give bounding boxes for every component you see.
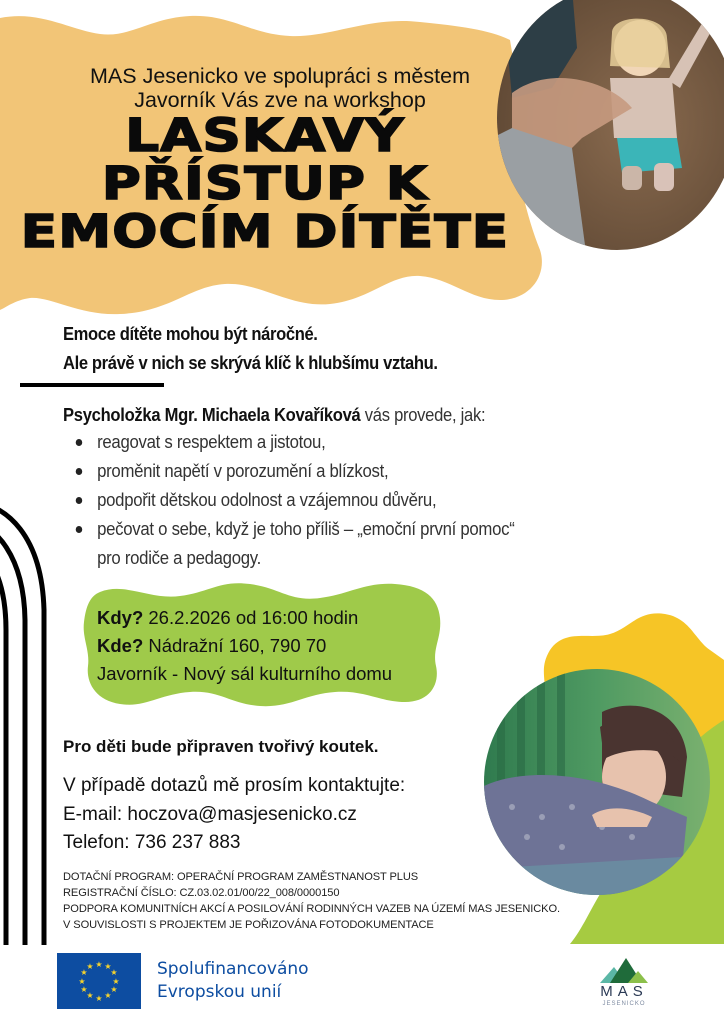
bullet-icon (76, 439, 83, 446)
list-item: podpořit dětskou odolnost a vzájemnou důvěru, (72, 486, 515, 515)
svg-text:★: ★ (104, 962, 112, 971)
bullet-icon (76, 497, 83, 504)
svg-text:★: ★ (112, 977, 120, 986)
contact-email-row: E-mail: hoczova@masjesenicko.cz (63, 803, 357, 825)
title-line-1: LASKAVÝ (125, 109, 405, 162)
list-item: proměnit napětí v porozumění a blízkost, (72, 457, 515, 486)
mas-logo: MAS JESENICKO (594, 955, 654, 1017)
lead-line-1: Emoce dítěte mohou být náročné. (63, 324, 318, 344)
svg-text:★: ★ (110, 985, 118, 994)
fine-print-line: V SOUVISLOSTI S PROJEKTEM JE POŘIZOVÁNA FOTODOKUMENTACE (63, 919, 434, 931)
event-when: Kdy? 26.2.2026 od 16:00 hodin (97, 607, 359, 628)
contact-phone-row: Telefon: 736 237 883 (63, 832, 241, 853)
lead-text (63, 320, 438, 378)
list-item-continuation: pro rodiče a pedagogy. (97, 548, 261, 568)
phone-link[interactable]: 736 237 883 (134, 832, 241, 853)
lead-line-2: Ale právě v nich se skrývá klíč k hlubšímu vztahu. (63, 353, 438, 373)
event-where-line2: Javorník - Nový sál kulturního domu (97, 663, 393, 684)
lecturer-name: Psycholožka Mgr. Michaela Kovaříková (63, 405, 361, 425)
list-item: pečovat o sebe, když je toho příliš – „emoční první pomoc“ (72, 515, 515, 544)
list-item: reagovat s respektem a jistotou, (72, 428, 515, 457)
svg-text:★: ★ (110, 968, 118, 977)
child-photo (482, 667, 712, 897)
mountains-icon (594, 955, 654, 985)
intro-line-1: MAS Jesenicko ve spolupráci s městem (90, 64, 470, 88)
event-where: Kde? Nádražní 160, 790 70 (97, 635, 327, 656)
kids-note: Pro děti bude připraven tvořivý koutek. (63, 737, 379, 756)
page-title (0, 109, 578, 258)
svg-text:★: ★ (95, 994, 103, 1003)
svg-text:★: ★ (80, 968, 88, 977)
program-list (72, 428, 515, 573)
svg-text:★: ★ (95, 960, 103, 969)
title-line-2: PŘÍSTUP K (101, 157, 429, 210)
fine-print-line: PODPORA KOMUNITNÍCH AKCÍ A POSILOVÁNÍ RODINNÝCH VAZEB NA ÚZEMÍ MAS JESENICKO. (63, 903, 560, 915)
contact-intro: V případě dotazů mě prosím kontaktujte: (63, 775, 406, 796)
svg-text:★: ★ (78, 977, 86, 986)
event-details (97, 604, 392, 688)
bullet-icon (76, 526, 83, 533)
fine-print-line: REGISTRAČNÍ ČÍSLO: CZ.03.02.01/00/22_008/0000150 (63, 887, 340, 899)
bullet-icon (76, 468, 83, 475)
svg-text:★: ★ (80, 985, 88, 994)
fine-print (63, 869, 560, 933)
svg-text:★: ★ (86, 991, 94, 1000)
contact-info (63, 772, 405, 858)
svg-text:★: ★ (104, 991, 112, 1000)
title-line-3: EMOCÍM DÍTĚTE (20, 205, 510, 258)
fine-print-line: DOTAČNÍ PROGRAM: OPERAČNÍ PROGRAM ZAMĚSTNANOST PLUS (63, 871, 419, 883)
eu-cofinanced-label: Spolufinancováno Evropskou unií (157, 959, 309, 1002)
arches-decoration (0, 480, 60, 950)
divider (20, 383, 164, 387)
program-intro (63, 401, 485, 430)
eu-flag-icon (57, 953, 141, 1009)
intro-text (0, 64, 560, 112)
svg-text:★: ★ (86, 962, 94, 971)
intro-line-2: Javorník Vás zve na workshop (134, 88, 426, 112)
program-intro-rest: vás provede, jak: (360, 405, 486, 425)
email-link[interactable]: hoczova@masjesenicko.cz (127, 803, 357, 825)
